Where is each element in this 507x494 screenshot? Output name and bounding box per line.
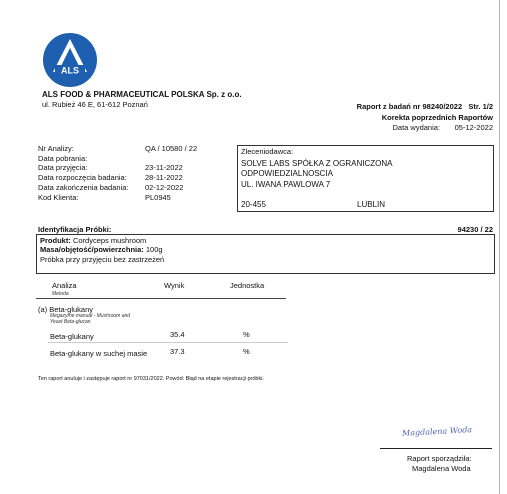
mass-value: 100g: [145, 245, 163, 254]
report-correction: Korekta poprzednich Raportów: [381, 113, 493, 122]
signature-line: [380, 448, 492, 449]
sample-id-label: Identyfikacja Próbki:: [38, 225, 112, 234]
row-unit-beta-glucans: %: [243, 330, 250, 339]
detail-value-end: 02-12-2022: [145, 183, 184, 192]
prepared-by-name: Magdalena Woda: [412, 464, 471, 473]
sample-id-value: 94230 / 22: [457, 225, 493, 234]
issue-date-label: Data wydania:: [392, 123, 441, 132]
method-line-1: Megazyme manual - Mushroom and: [50, 313, 131, 319]
client-city: LUBLIN: [357, 200, 386, 209]
client-line-1: SOLVE LABS SPÓŁKA Z OGRANICZONA: [241, 159, 393, 168]
logo-text: ALS: [61, 65, 79, 76]
column-method: Metoda: [52, 291, 69, 297]
client-line-3: UL. IWANA PAWLOWA 7: [241, 180, 331, 189]
column-unit: Jednostka: [230, 281, 265, 290]
column-analysis: Analiza: [52, 281, 77, 290]
handwritten-signature: Magdalena Woda: [401, 425, 473, 438]
detail-value-received: 23-11-2022: [145, 163, 183, 172]
client-label: Zleceniodawca:: [241, 147, 294, 156]
row-unit-beta-glucans-dry: %: [243, 347, 250, 356]
detail-label-end: Data zakończenia badania:: [38, 183, 129, 192]
method-line-2: Yeast Beta-glucan: [50, 319, 91, 325]
mass-line: [40, 246, 163, 255]
group-label: (a) Beta-glukany: [38, 305, 94, 314]
detail-value-client-code: PL0945: [145, 193, 171, 202]
page-number: Str. 1/2: [468, 102, 493, 111]
company-name: ALS FOOD & PHARMACEUTICAL POLSKA Sp. z o.o.: [42, 90, 242, 99]
row-divider: [48, 342, 288, 343]
detail-label-analysis: Nr Analizy:: [38, 144, 74, 153]
detail-value-start: 28-11-2022: [145, 173, 183, 182]
issue-date: 05-12-2022: [454, 123, 493, 132]
report-number: Raport z badań nr 98240/2022: [356, 102, 463, 111]
row-name-beta-glucans-dry: Beta-glukany w suchej masie: [50, 349, 148, 358]
table-header-divider: [36, 298, 286, 299]
page-edge-line: [499, 0, 500, 494]
prepared-by-label: Raport sporządziła:: [407, 454, 472, 463]
detail-label-start: Data rozpoczęcia badania:: [38, 173, 127, 182]
detail-label-sampling: Data pobrania:: [38, 154, 88, 163]
client-postcode: 20-455: [241, 200, 266, 209]
detail-value-analysis: QA / 10580 / 22: [145, 144, 198, 153]
als-logo: [42, 32, 98, 88]
sample-condition: Próbka przy przyjęciu bez zastrzeżeń: [40, 255, 165, 264]
row-result-beta-glucans: 35.4: [170, 330, 185, 339]
client-line-2: ODPOWIEDZIALNOSCIA: [241, 169, 334, 178]
mass-label: Masa/objętość/powierzchnia:: [40, 245, 144, 254]
product-label: Produkt:: [40, 236, 71, 245]
report-number-line: [357, 103, 493, 112]
column-result: Wynik: [164, 281, 185, 290]
detail-label-client-code: Kod Klienta:: [38, 193, 79, 202]
issue-date-line: [393, 124, 494, 133]
detail-label-received: Data przyjęcia:: [38, 163, 88, 172]
row-result-beta-glucans-dry: 37.3: [170, 347, 185, 356]
row-name-beta-glucans: Beta-glukany: [50, 332, 94, 341]
company-address: ul. Rubież 46 E, 61-612 Poznań: [42, 100, 148, 109]
product-value: Cordyceps mushroom: [72, 236, 147, 245]
replacement-note: Ten raport anuluje i zastępuje raport nr 97031/2022. Powód: Błąd na etapie rejestracji próbki.: [38, 376, 264, 382]
